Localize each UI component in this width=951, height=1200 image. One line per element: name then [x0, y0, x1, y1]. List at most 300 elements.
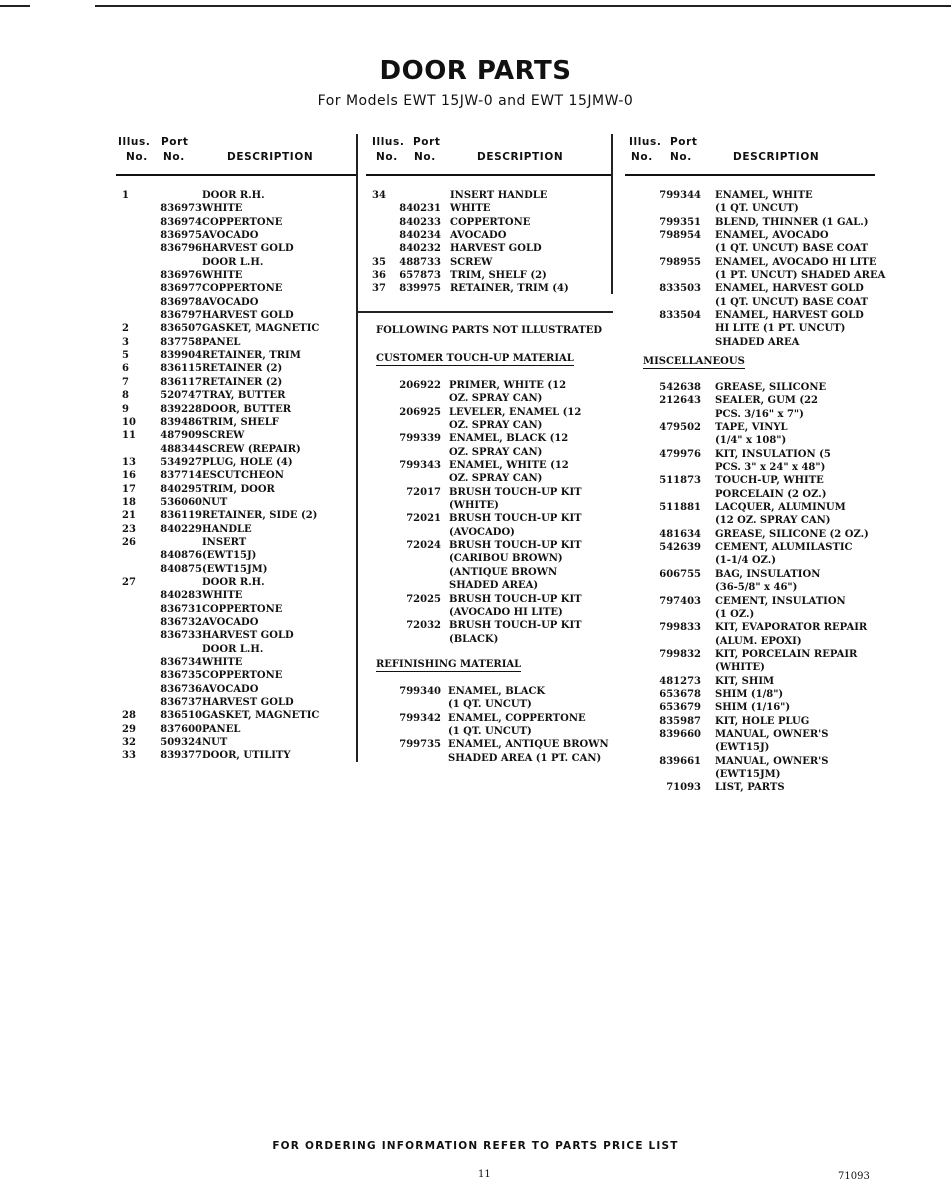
part-number: 511881 — [659, 502, 701, 514]
part-description: INSERT — [202, 536, 247, 548]
table-row — [366, 539, 612, 552]
part-description: MANUAL, OWNER'S — [715, 755, 829, 767]
part-number: 836973 — [160, 203, 202, 215]
part-description: HANDLE — [202, 523, 252, 535]
part-description: ENAMEL, BLACK (12 — [449, 433, 569, 445]
part-number: 837600 — [160, 723, 202, 735]
part-description: HI LITE (1 PT. UNCUT) — [715, 323, 846, 335]
table-row — [625, 675, 875, 688]
table-row — [625, 448, 875, 461]
header-port: Port — [670, 136, 698, 148]
part-description: ENAMEL, BLACK — [448, 686, 546, 697]
document-code: 71093 — [838, 1171, 870, 1182]
table-row — [625, 581, 875, 594]
part-number: 799735 — [399, 739, 441, 751]
table-row — [625, 635, 875, 648]
part-number: 653679 — [659, 702, 701, 714]
table-row — [625, 461, 875, 474]
table-row — [625, 701, 875, 714]
table-row — [116, 376, 356, 389]
illus-number: 34 — [372, 190, 386, 201]
part-number: 799343 — [399, 460, 441, 472]
table-row — [625, 661, 875, 674]
table-row — [625, 595, 875, 608]
part-description: AVOCADO — [202, 683, 259, 695]
table-row — [366, 189, 612, 202]
table-row — [366, 725, 612, 738]
table-row — [625, 648, 875, 661]
table-row — [116, 416, 356, 429]
part-description: ENAMEL, COPPERTONE — [448, 712, 586, 724]
section-divider — [358, 311, 613, 313]
part-number: 833504 — [659, 310, 701, 322]
part-description: COPPERTONE — [202, 216, 283, 228]
top-rule — [95, 5, 951, 7]
part-number: 799342 — [399, 712, 441, 724]
part-description: RETAINER, TRIM (4) — [450, 283, 569, 295]
table-row — [625, 189, 875, 202]
part-number: 839904 — [160, 350, 202, 362]
table-row — [116, 256, 356, 269]
part-number: 799832 — [659, 648, 701, 660]
table-row — [625, 394, 875, 407]
part-description: TRIM, SHELF — [202, 416, 279, 428]
table-row — [366, 552, 612, 565]
table-row — [116, 389, 356, 402]
part-description: NUT — [202, 737, 228, 749]
part-number: 833503 — [659, 283, 701, 295]
part-number: 487909 — [160, 430, 202, 442]
parts-column-2 — [366, 134, 612, 764]
part-description: (ALUM. EPOXI) — [715, 635, 802, 647]
illus-number: 7 — [122, 376, 129, 388]
table-row — [116, 709, 356, 722]
part-description: AVOCADO — [202, 296, 259, 308]
illus-number: 11 — [122, 430, 136, 442]
part-description: DOOR R.H. — [202, 576, 265, 588]
part-description: PANEL — [202, 336, 241, 348]
parts-list — [625, 189, 886, 349]
part-number: 836735 — [160, 670, 202, 682]
part-description: OZ. SPRAY CAN) — [449, 393, 543, 405]
table-row — [116, 669, 356, 682]
part-description: RETAINER (2) — [202, 363, 283, 375]
part-number: 836117 — [160, 376, 202, 388]
part-number: 837758 — [160, 336, 202, 348]
table-row — [366, 712, 612, 725]
part-number: 840231 — [399, 203, 441, 215]
part-number: 836731 — [160, 603, 202, 615]
part-number: 542639 — [659, 542, 701, 554]
part-number: 836119 — [160, 510, 202, 522]
page-subtitle: For Models EWT 15JW-0 and EWT 15JMW-0 — [317, 93, 634, 109]
table-row — [116, 322, 356, 335]
column-divider — [356, 134, 358, 762]
part-description: (CARIBOU BROWN) — [449, 553, 563, 565]
not-illustrated-heading: FOLLOWING PARTS NOT ILLUSTRATED — [376, 325, 603, 336]
part-description: OZ. SPRAY CAN) — [449, 473, 543, 485]
table-row — [116, 349, 356, 362]
table-row — [116, 523, 356, 536]
part-description: PRIMER, WHITE (12 — [449, 380, 567, 391]
part-description: (36-5/8" x 46") — [715, 582, 798, 594]
part-description: ENAMEL, HARVEST GOLD — [715, 310, 864, 322]
part-number: 799339 — [399, 433, 441, 445]
part-description: HARVEST GOLD — [450, 243, 542, 255]
part-number: 206925 — [399, 406, 441, 418]
part-description: (1/4" x 108") — [715, 435, 787, 447]
part-description: PANEL — [202, 723, 241, 735]
table-row — [625, 768, 875, 781]
table-row — [366, 606, 612, 619]
part-number: 653678 — [659, 688, 701, 700]
part-number: 542638 — [659, 382, 701, 393]
table-row — [625, 434, 875, 447]
part-number: 836734 — [160, 657, 202, 669]
part-number: 799351 — [659, 216, 701, 228]
part-description: PCS. 3" x 24" x 48") — [715, 462, 826, 474]
table-row — [625, 554, 875, 567]
part-description: MANUAL, OWNER'S — [715, 728, 829, 740]
illus-number: 5 — [122, 350, 129, 362]
table-row — [366, 566, 612, 579]
parts-list — [366, 189, 612, 296]
part-description: NUT — [202, 496, 228, 508]
part-description: WHITE — [202, 270, 243, 282]
table-row — [116, 282, 356, 295]
part-description: HARVEST GOLD — [202, 243, 294, 255]
table-row — [366, 432, 612, 445]
part-description: AVOCADO — [450, 230, 507, 242]
part-number: 72024 — [406, 540, 441, 552]
header-description: DESCRIPTION — [733, 151, 820, 163]
table-row — [116, 509, 356, 522]
part-number: 839486 — [160, 416, 202, 428]
illus-number: 35 — [372, 256, 386, 268]
part-number: 839660 — [659, 728, 701, 740]
parts-list — [116, 189, 356, 763]
table-row — [625, 216, 875, 229]
top-rule-short — [0, 5, 30, 7]
part-description: (1 OZ.) — [715, 608, 755, 620]
part-description: (1 QT. UNCUT) — [448, 726, 532, 738]
part-description: HARVEST GOLD — [202, 697, 294, 709]
illus-number: 16 — [122, 470, 136, 482]
table-row — [116, 216, 356, 229]
table-row — [625, 488, 875, 501]
part-number: 839661 — [659, 755, 701, 767]
part-number: 839377 — [160, 750, 202, 762]
header-no-illus: No. — [376, 151, 398, 163]
part-number: 836975 — [160, 230, 202, 242]
table-row — [116, 242, 356, 255]
part-description: AVOCADO — [202, 230, 259, 242]
part-description: (WHITE) — [715, 662, 765, 674]
part-description: SCREW — [450, 256, 493, 268]
part-number: 71093 — [666, 782, 701, 794]
part-number: 836978 — [160, 296, 202, 308]
part-description: WHITE — [450, 203, 491, 215]
part-description: COPPERTONE — [202, 283, 283, 295]
part-description: SHADED AREA — [715, 336, 800, 348]
part-description: CEMENT, ALUMILASTIC — [715, 542, 853, 554]
illus-number: 33 — [122, 750, 136, 762]
table-row — [366, 526, 612, 539]
part-description: (1 QT. UNCUT) — [448, 699, 532, 711]
part-number: 840232 — [399, 243, 441, 255]
table-row — [625, 528, 875, 541]
part-description: INSERT HANDLE — [450, 190, 548, 201]
header-no-part: No. — [414, 151, 436, 163]
illus-number: 21 — [122, 510, 136, 522]
table-row — [625, 309, 875, 322]
part-description: SHIM (1/8") — [715, 688, 784, 700]
part-number: 799833 — [659, 622, 701, 634]
part-description: (1 QT. UNCUT) BASE COAT — [715, 296, 869, 308]
illus-number: 18 — [122, 496, 136, 508]
table-row — [625, 282, 875, 295]
part-number: 536060 — [160, 496, 202, 508]
touchup-list — [366, 379, 612, 646]
part-description: DOOR R.H. — [202, 190, 265, 201]
touchup-heading: CUSTOMER TOUCH-UP MATERIAL — [376, 353, 574, 364]
illus-number: 2 — [122, 323, 129, 335]
part-description: PLUG, HOLE (4) — [202, 456, 293, 468]
table-row — [625, 202, 875, 215]
part-description: SCREW — [202, 430, 245, 442]
illus-number: 9 — [122, 403, 129, 415]
table-row — [625, 621, 875, 634]
ordering-footer: FOR ORDERING INFORMATION REFER TO PARTS PRICE LIST — [272, 1140, 679, 1152]
part-description: BRUSH TOUCH-UP KIT — [449, 513, 582, 525]
part-description: BAG, INSULATION — [715, 568, 821, 580]
part-description: ENAMEL, AVOCADO — [715, 230, 829, 242]
part-description: BRUSH TOUCH-UP KIT — [449, 540, 582, 552]
table-row — [625, 781, 875, 794]
illus-number: 10 — [122, 416, 136, 428]
table-row — [366, 472, 612, 485]
table-row — [625, 229, 875, 242]
part-description: (1 QT. UNCUT) — [715, 203, 799, 215]
table-row — [625, 408, 875, 421]
part-number: 520747 — [160, 390, 202, 402]
part-description: BRUSH TOUCH-UP KIT — [449, 486, 582, 498]
part-description: DOOR L.H. — [202, 643, 264, 655]
table-row — [625, 322, 875, 335]
part-number: 72032 — [406, 620, 441, 632]
misc-heading: MISCELLANEOUS — [643, 356, 745, 367]
table-row — [625, 256, 875, 269]
part-description: (AVOCADO HI LITE) — [449, 606, 563, 618]
header-illus: Illus. — [118, 136, 151, 148]
part-description: TRIM, SHELF (2) — [450, 270, 547, 282]
table-row — [116, 189, 356, 202]
part-description: GREASE, SILICONE — [715, 382, 827, 393]
part-number: 72021 — [406, 513, 441, 525]
part-description: OZ. SPRAY CAN) — [449, 446, 543, 458]
table-row — [366, 202, 612, 215]
illus-number: 37 — [372, 283, 386, 295]
part-description: TRAY, BUTTER — [202, 390, 286, 402]
part-description: ENAMEL, WHITE — [715, 190, 813, 201]
table-row — [116, 496, 356, 509]
part-description: KIT, INSULATION (5 — [715, 448, 831, 460]
part-description: COPPERTONE — [450, 216, 531, 228]
part-description: LEVELER, ENAMEL (12 — [449, 406, 582, 418]
header-illus: Illus. — [629, 136, 662, 148]
illus-number: 8 — [122, 390, 129, 402]
part-number: 836796 — [160, 243, 202, 255]
part-number: 479502 — [659, 422, 701, 434]
column-header — [366, 134, 612, 176]
part-description: (AVOCADO) — [449, 526, 515, 538]
part-description: BLEND, THINNER (1 GAL.) — [715, 216, 869, 228]
table-row — [116, 576, 356, 589]
header-no-part: No. — [670, 151, 692, 163]
table-row — [366, 738, 612, 751]
misc-list — [625, 381, 875, 795]
header-port: Port — [413, 136, 441, 148]
table-row — [366, 242, 612, 255]
part-description: ENAMEL, ANTIQUE BROWN — [448, 739, 609, 751]
illus-number: 3 — [122, 336, 129, 348]
part-number: 836976 — [160, 270, 202, 282]
part-number: 840875 — [160, 563, 202, 575]
table-row — [625, 608, 875, 621]
table-row — [625, 242, 875, 255]
part-description: BRUSH TOUCH-UP KIT — [449, 593, 582, 605]
table-row — [116, 202, 356, 215]
part-description: TRIM, DOOR — [202, 483, 275, 495]
illus-number: 32 — [122, 737, 136, 749]
part-number: 797403 — [659, 595, 701, 607]
part-number: 481634 — [659, 528, 701, 540]
header-illus: Illus. — [372, 136, 405, 148]
part-description: TOUCH-UP, WHITE — [715, 475, 824, 487]
part-description: (EWT15JM) — [202, 563, 268, 575]
part-number: 206922 — [399, 380, 441, 391]
part-description: DOOR, UTILITY — [202, 750, 291, 762]
part-number: 488344 — [160, 443, 202, 455]
part-number: 837714 — [160, 470, 202, 482]
part-description: (1 PT. UNCUT) SHADED AREA — [715, 270, 886, 282]
table-row — [625, 501, 875, 514]
table-row — [366, 486, 612, 499]
part-description: HARVEST GOLD — [202, 310, 294, 322]
part-number: 606755 — [659, 568, 701, 580]
table-row — [366, 419, 612, 432]
table-row — [116, 403, 356, 416]
part-number: 836736 — [160, 683, 202, 695]
table-row — [366, 392, 612, 405]
part-number: 836977 — [160, 283, 202, 295]
table-row — [116, 483, 356, 496]
part-number: 534927 — [160, 456, 202, 468]
table-row — [116, 536, 356, 549]
part-description: DOOR L.H. — [202, 256, 264, 268]
part-number: 840229 — [160, 523, 202, 535]
illus-number: 27 — [122, 576, 136, 588]
table-row — [366, 379, 612, 392]
part-description: ENAMEL, AVOCADO HI LITE — [715, 256, 877, 268]
part-description: SCREW (REPAIR) — [202, 443, 301, 455]
table-row — [366, 593, 612, 606]
table-row — [625, 728, 875, 741]
table-row — [366, 499, 612, 512]
refinishing-list — [366, 685, 612, 765]
table-row — [116, 656, 356, 669]
table-row — [116, 749, 356, 762]
part-description: BRUSH TOUCH-UP KIT — [449, 620, 582, 632]
table-row — [366, 406, 612, 419]
part-description: (WHITE) — [449, 500, 499, 512]
illus-number: 6 — [122, 363, 129, 375]
part-description: RETAINER, TRIM — [202, 350, 301, 362]
table-row — [116, 589, 356, 602]
part-description: TAPE, VINYL — [715, 422, 788, 434]
part-description: DOOR, BUTTER — [202, 403, 291, 415]
part-description: PCS. 3/16" x 7") — [715, 408, 804, 420]
part-number: 212643 — [659, 395, 701, 407]
table-row — [116, 629, 356, 642]
illus-number: 28 — [122, 710, 136, 722]
part-number: 481273 — [659, 675, 701, 687]
part-description: LIST, PARTS — [715, 782, 785, 794]
part-description: COPPERTONE — [202, 670, 283, 682]
part-description: SHADED AREA (1 PT. CAN) — [448, 752, 602, 764]
illus-number: 29 — [122, 723, 136, 735]
part-number: 798954 — [659, 230, 701, 242]
part-number: 799344 — [659, 190, 701, 201]
table-row — [366, 752, 612, 765]
table-row — [366, 446, 612, 459]
table-row — [116, 563, 356, 576]
table-row — [625, 741, 875, 754]
table-row — [625, 269, 886, 282]
table-row — [625, 514, 875, 527]
illus-number: 23 — [122, 523, 136, 535]
part-number: 836115 — [160, 363, 202, 375]
part-description: KIT, HOLE PLUG — [715, 715, 810, 727]
part-description: HARVEST GOLD — [202, 630, 294, 642]
part-number: 836507 — [160, 323, 202, 335]
table-row — [625, 336, 875, 349]
part-number: 511873 — [659, 475, 701, 487]
table-row — [625, 381, 875, 394]
table-row — [116, 616, 356, 629]
column-header — [625, 134, 875, 176]
part-description: RETAINER, SIDE (2) — [202, 510, 318, 522]
table-row — [366, 685, 612, 698]
table-row — [625, 541, 875, 554]
illus-number: 17 — [122, 483, 136, 495]
table-row — [625, 715, 875, 728]
table-row — [116, 456, 356, 469]
table-row — [625, 421, 875, 434]
table-row — [116, 736, 356, 749]
part-description: (EWT15J) — [202, 550, 257, 562]
table-row — [366, 512, 612, 525]
header-description: DESCRIPTION — [477, 151, 564, 163]
table-row — [116, 296, 356, 309]
part-description: GREASE, SILICONE (2 OZ.) — [715, 528, 869, 540]
column-header — [116, 134, 356, 176]
part-number: 72025 — [406, 593, 441, 605]
table-row — [366, 282, 612, 295]
part-number: 840233 — [399, 216, 441, 228]
part-description: ENAMEL, WHITE (12 — [449, 460, 569, 472]
illus-number: 26 — [122, 536, 136, 548]
